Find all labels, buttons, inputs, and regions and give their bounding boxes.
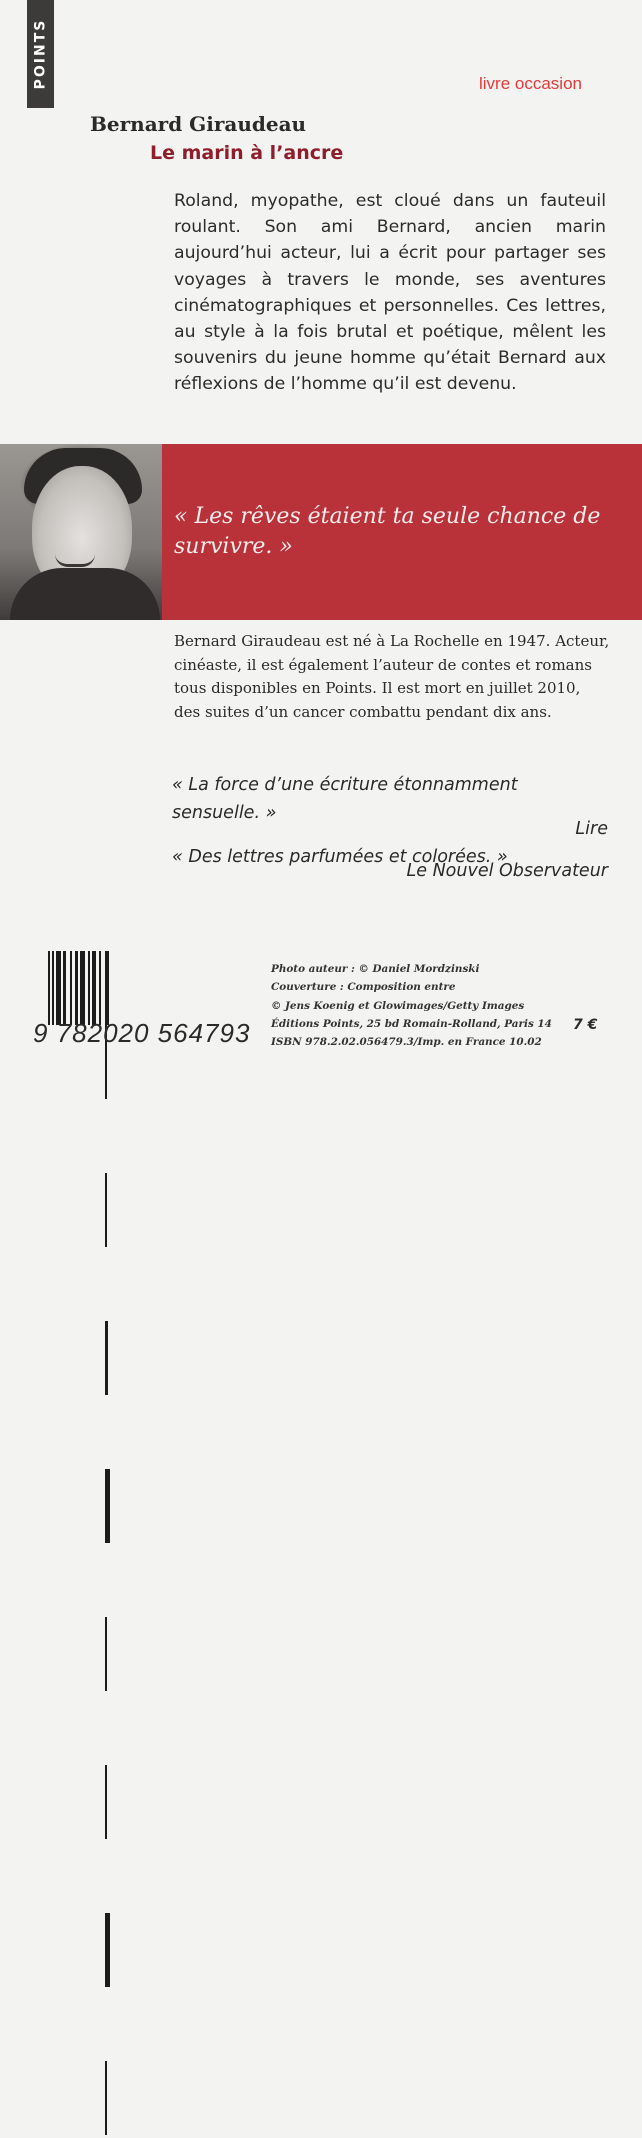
book-title: Le marin à l’ancre (150, 142, 344, 164)
author-bio (174, 630, 614, 724)
credit-line: Photo auteur : © Daniel Mordzinski (271, 963, 480, 975)
book-blurb: Roland, myopathe, est cloué dans un fauteuil roulant. Son ami Bernard, ancien marin aujourd’hui acteur, lui a écrit pour partager ses voyages à travers le monde, ses aventures cinématographiques et personnelles. Ces lettres, au style à la fois brutal et poétique, mêlent les souvenirs du jeune homme qu’était Bernard aux réflexions de l’homme qu’il est devenu. (174, 191, 606, 395)
credits (271, 960, 552, 1051)
review-line: sensuelle. » (172, 803, 277, 823)
photo-shoulder (10, 568, 160, 620)
publisher-logo-text: POINTS (32, 18, 49, 90)
review-source: Le Nouvel Observateur (406, 861, 608, 881)
price: 7 € (573, 1017, 598, 1033)
featured-quote: « Les rêves étaient ta seule chance de survivre. » (174, 504, 601, 559)
review-line: « La force d’une écriture étonnamment (172, 775, 518, 795)
bio-line: tous disponibles en Points. Il est mort en juillet 2010, (174, 679, 581, 697)
author-photo (0, 444, 162, 620)
credit-line: Couverture : Composition entre (271, 981, 456, 994)
barcode-digits: 9 782020 564793 (33, 1018, 251, 1048)
author-name: Bernard Giraudeau (90, 112, 307, 136)
review-quote: « Des lettres parfumées et colorées. » (172, 847, 508, 867)
bio-line: cinéaste, il est également l’auteur de contes et romans (174, 655, 592, 674)
publisher-logo (27, 0, 54, 108)
used-book-sticker: livre occasion (479, 74, 582, 93)
credit-line: © Jens Koenig et Glowimages/Getty Images (271, 999, 525, 1012)
quote-band (162, 444, 642, 620)
bio-line: des suites d’un cancer combattu pendant dix ans. (174, 702, 552, 721)
review-source: Lire (575, 819, 608, 839)
credit-line: ISBN 978.2.02.056479.3/Imp. en France 10.02 (271, 1036, 542, 1049)
barcode (48, 951, 254, 1025)
credit-line: Éditions Points, 25 bd Romain-Rolland, Paris 14 (271, 1017, 552, 1030)
bio-line: Bernard Giraudeau est né à La Rochelle en 1947. Acteur, (174, 632, 610, 650)
